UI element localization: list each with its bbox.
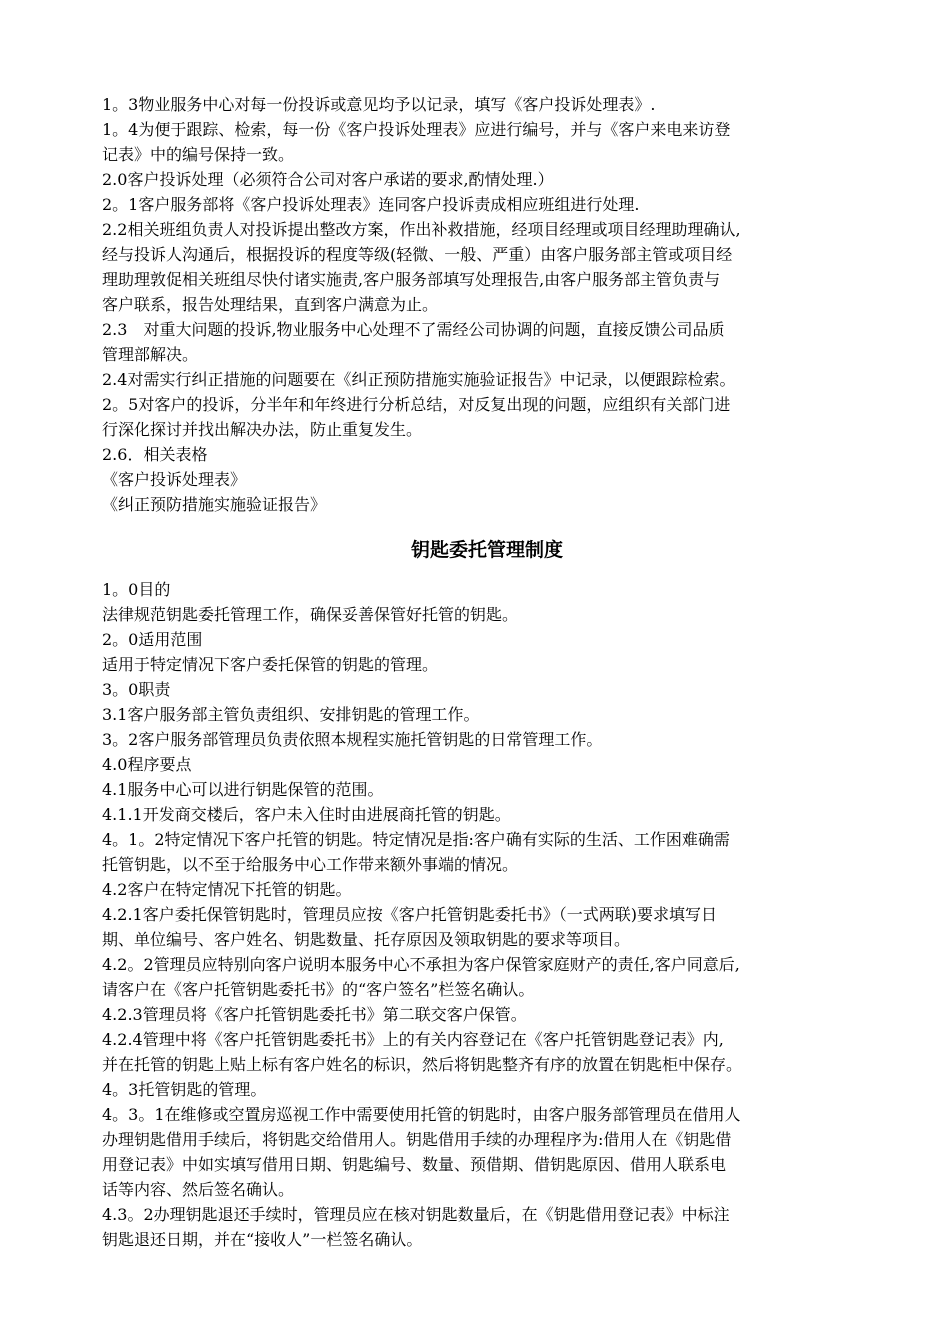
paragraph-line: 1。3物业服务中心对每一份投诉或意见均予以记录，填写《客户投诉处理表》.	[102, 95, 656, 114]
paragraph-line: 2.2相关班组负责人对投诉提出整改方案，作出补救措施，经项目经理或项目经理助理确认,	[102, 220, 741, 239]
paragraph-line: 1。0目的	[102, 580, 171, 599]
paragraph-line: 期、单位编号、客户姓名、钥匙数量、托存原因及领取钥匙的要求等项目。	[102, 930, 631, 949]
paragraph-line: 4。1。2特定情况下客户托管的钥匙。特定情况是指:客户确有实际的生活、工作困难确需	[102, 830, 730, 849]
paragraph-line: 4.2.3管理员将《客户托管钥匙委托书》第二联交客户保管。	[102, 1005, 527, 1024]
paragraph-line: 《纠正预防措施实施验证报告》	[102, 495, 327, 514]
paragraph-line: 2.3 对重大问题的投诉,物业服务中心处理不了需经公司协调的问题，直接反馈公司品质	[102, 320, 725, 339]
paragraph-line: 客户联系，报告处理结果，直到客户满意为止。	[102, 295, 439, 314]
paragraph-line: 4.3。2办理钥匙退还手续时，管理员应在核对钥匙数量后，在《钥匙借用登记表》中标注	[102, 1205, 730, 1224]
paragraph-line: 4.2客户在特定情况下托管的钥匙。	[102, 880, 352, 899]
paragraph-line: 办理钥匙借用手续后，将钥匙交给借用人。钥匙借用手续的办理程序为:借用人在《钥匙借	[102, 1130, 732, 1149]
paragraph-line: 2。5对客户的投诉，分半年和年终进行分析总结，对反复出现的问题，应组织有关部门进	[102, 395, 731, 414]
paragraph-line: 4。3。1在维修或空置房巡视工作中需要使用托管的钥匙时，由客户服务部管理员在借用人	[102, 1105, 741, 1124]
paragraph-line: 经与投诉人沟通后，根据投诉的程度等级(轻微、一般、严重）由客户服务部主管或项目经	[102, 245, 733, 264]
paragraph-line: 法律规范钥匙委托管理工作，确保妥善保管好托管的钥匙。	[102, 605, 519, 624]
paragraph-line: 托管钥匙，以不至于给服务中心工作带来额外事端的情况。	[102, 855, 519, 874]
paragraph-line: 理助理敦促相关班组尽快付诸实施责,客户服务部填写处理报告,由客户服务部主管负责与	[102, 270, 721, 289]
paragraph-line: 用登记表》中如实填写借用日期、钥匙编号、数量、预借期、借钥匙原因、借用人联系电	[102, 1155, 727, 1174]
paragraph-line: 2.4对需实行纠正措施的问题要在《纠正预防措施实施验证报告》中记录，以便跟踪检索。	[102, 370, 736, 389]
paragraph-line: 4.2.1客户委托保管钥匙时，管理员应按《客户托管钥匙委托书》（一式两联)要求填写日	[102, 905, 717, 924]
paragraph-line: 适用于特定情况下客户委托保管的钥匙的管理。	[102, 655, 439, 674]
paragraph-line: 4。3托管钥匙的管理。	[102, 1080, 267, 1099]
paragraph-line: 记表》中的编号保持一致。	[102, 145, 295, 164]
paragraph-line: 3。2客户服务部管理员负责依照本规程实施托管钥匙的日常管理工作。	[102, 730, 603, 749]
paragraph-line: 4.1服务中心可以进行钥匙保管的范围。	[102, 780, 384, 799]
paragraph-line: 2。1客户服务部将《客户投诉处理表》连同客户投诉责成相应班组进行处理.	[102, 195, 640, 214]
paragraph-line: 4.2.4管理中将《客户托管钥匙委托书》上的有关内容登记在《客户托管钥匙登记表》内,	[102, 1030, 724, 1049]
paragraph-line: 《客户投诉处理表》	[102, 470, 247, 489]
document-title: 钥匙委托管理制度	[410, 539, 563, 561]
paragraph-line: 4.0程序要点	[102, 755, 192, 774]
paragraph-line: 3。0职责	[102, 680, 171, 699]
paragraph-line: 2。0适用范围	[102, 630, 203, 649]
paragraph-line: 4.1.1开发商交楼后，客户未入住时由进展商托管的钥匙。	[102, 805, 511, 824]
document-body	[102, 92, 872, 1252]
paragraph-line: 请客户在《客户托管钥匙委托书》的“客户签名”栏签名确认。	[102, 980, 535, 999]
section-complaint-handling	[102, 92, 872, 517]
paragraph-line: 4.2。2管理员应特别向客户说明本服务中心不承担为客户保管家庭财产的责任,客户同意后,	[102, 955, 740, 974]
section-key-management	[102, 577, 872, 1252]
paragraph-line: 管理部解决。	[102, 345, 199, 364]
paragraph-line: 3.1客户服务部主管负责组织、安排钥匙的管理工作。	[102, 705, 480, 724]
paragraph-line: 2.6．相关表格	[102, 445, 208, 464]
paragraph-line: 1。4为便于跟踪、检索，每一份《客户投诉处理表》应进行编号，并与《客户来电来访登	[102, 120, 731, 139]
paragraph-line: 钥匙退还日期，并在“接收人”一栏签名确认。	[102, 1230, 423, 1249]
paragraph-line: 并在托管的钥匙上贴上标有客户姓名的标识，然后将钥匙整齐有序的放置在钥匙柜中保存。	[102, 1055, 743, 1074]
paragraph-line: 行深化探讨并找出解决办法，防止重复发生。	[102, 420, 423, 439]
paragraph-line: 话等内容、然后签名确认。	[102, 1180, 295, 1199]
paragraph-line: 2.0客户投诉处理（必须符合公司对客户承诺的要求,酌情处理.）	[102, 170, 554, 189]
